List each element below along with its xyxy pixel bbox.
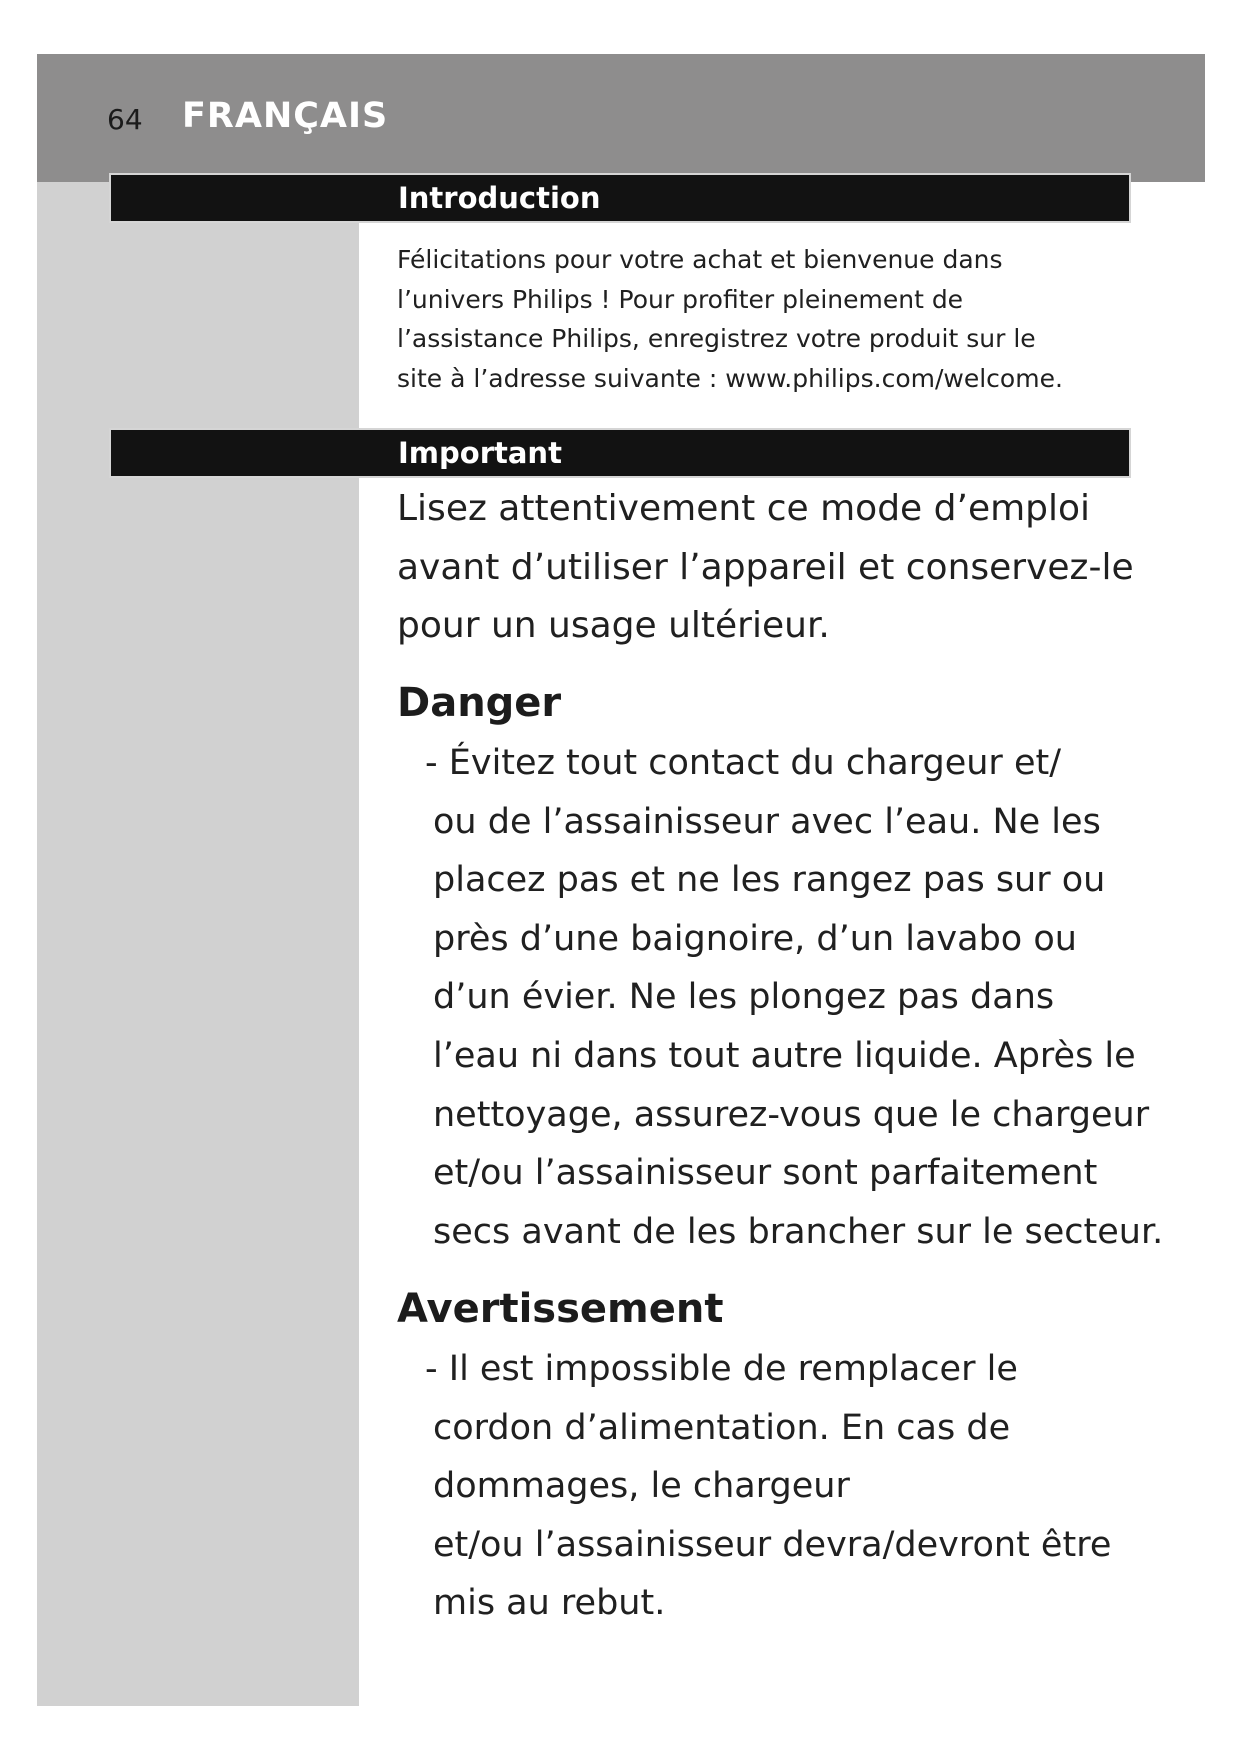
- text-line: et/ou l’assainisseur sont parfaitement: [433, 1153, 1098, 1194]
- page-number: 64: [107, 103, 143, 136]
- section-bar-important: [109, 428, 1131, 478]
- danger-bullet: [397, 734, 1164, 1261]
- left-margin-column: [37, 182, 359, 1706]
- section-title-introduction: Introduction: [398, 181, 601, 215]
- text-line: cordon d’alimentation. En cas de: [433, 1407, 1011, 1448]
- text-line: ou de l’assainisseur avec l’eau. Ne les: [433, 801, 1101, 842]
- text-line: pour un usage ultérieur.: [397, 605, 830, 646]
- text-line: site à l’adresse suivante : www.philips.com/welcome.: [397, 363, 1063, 393]
- text-line: Lisez attentivement ce mode d’emploi: [397, 488, 1091, 529]
- subheading-danger: Danger: [397, 680, 562, 726]
- text-line: Félicitations pour votre achat et bienvenue dans: [397, 245, 1003, 274]
- text-line: d’un évier. Ne les plongez pas dans: [433, 977, 1055, 1018]
- text-line: avant d’utiliser l’appareil et conservez-le: [397, 546, 1134, 588]
- text-line: l’eau ni dans tout autre liquide. Après le: [433, 1035, 1136, 1076]
- introduction-body: [397, 240, 1137, 398]
- text-line: mis au rebut.: [433, 1583, 666, 1624]
- text-line: et/ou l’assainisseur devra/devront être: [433, 1524, 1112, 1565]
- text-line: - Il est impossible de remplacer le: [425, 1349, 1018, 1389]
- section-bar-introduction: [109, 173, 1131, 223]
- important-body: [397, 480, 1157, 656]
- text-line: l’assistance Philips, enregistrez votre produit sur le: [397, 324, 1036, 353]
- text-line: secs avant de les brancher sur le secteur.: [433, 1211, 1164, 1252]
- text-line: - Évitez tout contact du chargeur et/: [425, 743, 1061, 783]
- text-line: placez pas et ne les rangez pas sur ou: [433, 860, 1106, 901]
- avertissement-bullet: [397, 1340, 1157, 1633]
- text-line: dommages, le chargeur: [433, 1466, 850, 1507]
- subheading-avertissement: Avertissement: [397, 1286, 724, 1332]
- text-line: nettoyage, assurez-vous que le chargeur: [433, 1094, 1150, 1135]
- text-line: près d’une baignoire, d’un lavabo ou: [433, 918, 1077, 959]
- language-title: FRANÇAIS: [182, 96, 389, 136]
- section-title-important: Important: [398, 436, 562, 470]
- text-line: l’univers Philips ! Pour profiter pleinement de: [397, 284, 964, 314]
